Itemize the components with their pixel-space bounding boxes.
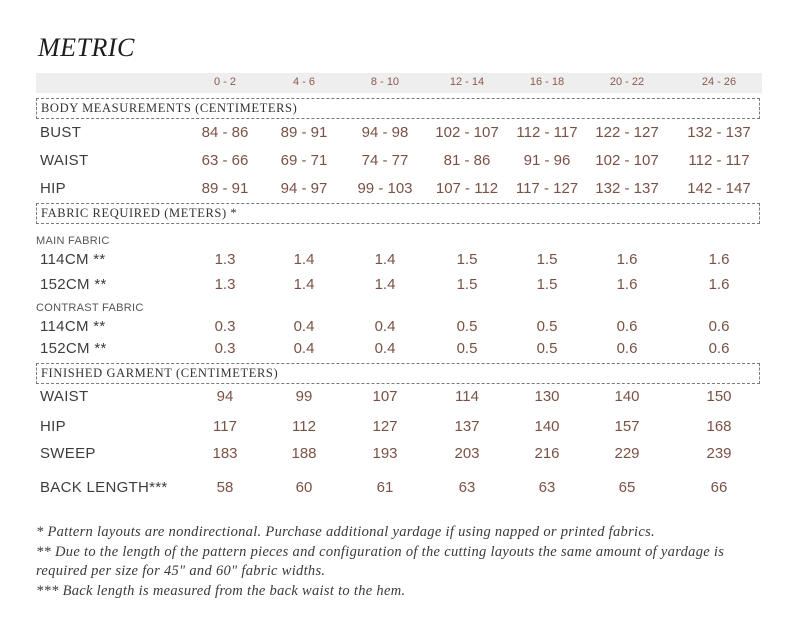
size-column-header: 8 - 10 <box>370 76 400 88</box>
table-cell: 1.3 <box>214 276 236 293</box>
table-cell: 112 <box>292 418 316 435</box>
table-cell: 0.4 <box>374 340 396 357</box>
section-title: FABRIC REQUIRED (METERS) * <box>41 206 238 220</box>
table-cell: 99 <box>295 388 313 405</box>
table-cell: 140 <box>614 388 640 405</box>
table-cell: 99 - 103 <box>357 180 413 197</box>
section-finished-garment <box>36 363 760 384</box>
table-cell: 137 <box>454 418 480 435</box>
table-cell: 229 <box>614 445 640 462</box>
table-cell: 1.5 <box>456 276 478 293</box>
table-cell: 0.5 <box>536 340 558 357</box>
row-label: 114CM ** <box>40 318 106 335</box>
size-column-header: 16 - 18 <box>529 76 565 88</box>
table-cell: 84 - 86 <box>201 124 249 141</box>
table-cell: 188 <box>291 445 317 462</box>
table-cell: 91 - 96 <box>523 152 571 169</box>
table-cell: 0.5 <box>536 318 558 335</box>
table-cell: 1.5 <box>536 251 558 268</box>
table-cell: 89 - 91 <box>280 124 328 141</box>
row-label: 114CM ** <box>40 251 106 268</box>
table-cell: 0.4 <box>293 318 315 335</box>
table-cell: 1.6 <box>616 276 638 293</box>
table-cell: 203 <box>454 445 480 462</box>
table-cell: 94 - 97 <box>280 180 328 197</box>
table-cell: 0.5 <box>456 340 478 357</box>
fabric-group-label: MAIN FABRIC <box>36 235 110 247</box>
table-cell: 61 <box>376 479 394 496</box>
table-cell: 112 - 117 <box>516 124 578 141</box>
table-cell: 1.4 <box>293 276 315 293</box>
page-title: METRIC <box>38 33 135 62</box>
table-cell: 0.6 <box>616 318 638 335</box>
table-cell: 122 - 127 <box>595 124 659 141</box>
table-cell: 168 <box>706 418 732 435</box>
row-label: WAIST <box>40 152 89 169</box>
table-cell: 63 <box>458 479 476 496</box>
table-cell: 0.6 <box>616 340 638 357</box>
row-label: SWEEP <box>40 445 96 462</box>
section-fabric-required <box>36 203 760 224</box>
table-cell: 0.5 <box>456 318 478 335</box>
table-cell: 60 <box>295 479 313 496</box>
table-cell: 114 <box>455 388 479 405</box>
table-cell: 89 - 91 <box>201 180 249 197</box>
table-cell: 0.3 <box>214 318 236 335</box>
row-label: 152CM ** <box>40 276 107 293</box>
footnote: ** Due to the length of the pattern pieces and configuration of the cutting layouts the same amount of yardage is required per size for 45" and 60" fabric widths. <box>36 543 725 579</box>
row-label: BACK LENGTH*** <box>40 479 168 496</box>
table-cell: 216 <box>534 445 560 462</box>
row-label: HIP <box>40 418 66 435</box>
table-cell: 117 <box>213 418 237 435</box>
table-cell: 140 <box>534 418 560 435</box>
size-column-header: 20 - 22 <box>609 76 645 88</box>
section-body-measurements <box>36 98 760 119</box>
table-cell: 81 - 86 <box>443 152 491 169</box>
table-cell: 112 - 117 <box>688 152 750 169</box>
table-cell: 0.4 <box>374 318 396 335</box>
table-cell: 239 <box>706 445 732 462</box>
table-cell: 102 - 107 <box>435 124 499 141</box>
table-cell: 132 - 137 <box>687 124 751 141</box>
table-cell: 132 - 137 <box>595 180 659 197</box>
table-cell: 0.4 <box>293 340 315 357</box>
table-cell: 63 - 66 <box>201 152 249 169</box>
table-cell: 69 - 71 <box>280 152 328 169</box>
row-label: HIP <box>40 180 66 197</box>
table-cell: 1.6 <box>708 251 730 268</box>
section-title: FINISHED GARMENT (CENTIMETERS) <box>41 366 279 380</box>
table-cell: 157 <box>614 418 640 435</box>
table-cell: 1.3 <box>214 251 236 268</box>
table-cell: 142 - 147 <box>687 180 751 197</box>
table-cell: 63 <box>538 479 556 496</box>
size-column-header: 0 - 2 <box>213 76 236 88</box>
table-cell: 58 <box>216 479 234 496</box>
table-cell: 117 - 127 <box>515 180 579 197</box>
table-cell: 0.6 <box>708 318 730 335</box>
table-cell: 1.5 <box>536 276 558 293</box>
table-cell: 1.6 <box>616 251 638 268</box>
table-cell: 0.3 <box>214 340 236 357</box>
table-cell: 107 - 112 <box>435 180 499 197</box>
table-cell: 1.4 <box>374 251 396 268</box>
size-column-header: 24 - 26 <box>701 76 737 88</box>
row-label: WAIST <box>40 388 89 405</box>
table-cell: 74 - 77 <box>361 152 409 169</box>
table-cell: 1.6 <box>708 276 730 293</box>
table-cell: 94 - 98 <box>361 124 409 141</box>
table-cell: 183 <box>212 445 238 462</box>
table-cell: 1.4 <box>374 276 396 293</box>
table-cell: 66 <box>710 479 728 496</box>
size-column-header: 4 - 6 <box>292 76 315 88</box>
table-cell: 0.6 <box>708 340 730 357</box>
size-column-header: 12 - 14 <box>449 76 485 88</box>
table-cell: 102 - 107 <box>595 152 659 169</box>
section-title: BODY MEASUREMENTS (CENTIMETERS) <box>41 101 298 115</box>
row-label: 152CM ** <box>40 340 107 357</box>
table-cell: 65 <box>618 479 636 496</box>
fabric-group-label: CONTRAST FABRIC <box>36 302 144 314</box>
table-cell: 150 <box>706 388 732 405</box>
table-cell: 130 <box>534 388 560 405</box>
footnote: *** Back length is measured from the back waist to the hem. <box>36 582 406 599</box>
footnotes <box>36 523 776 601</box>
table-cell: 1.5 <box>456 251 478 268</box>
table-cell: 94 <box>216 388 234 405</box>
table-cell: 193 <box>372 445 398 462</box>
table-cell: 107 <box>372 388 398 405</box>
table-cell: 127 <box>372 418 398 435</box>
table-cell: 1.4 <box>293 251 315 268</box>
row-label: BUST <box>40 124 82 141</box>
footnote: * Pattern layouts are nondirectional. Purchase additional yardage if using napped or printed fabrics. <box>36 524 655 540</box>
